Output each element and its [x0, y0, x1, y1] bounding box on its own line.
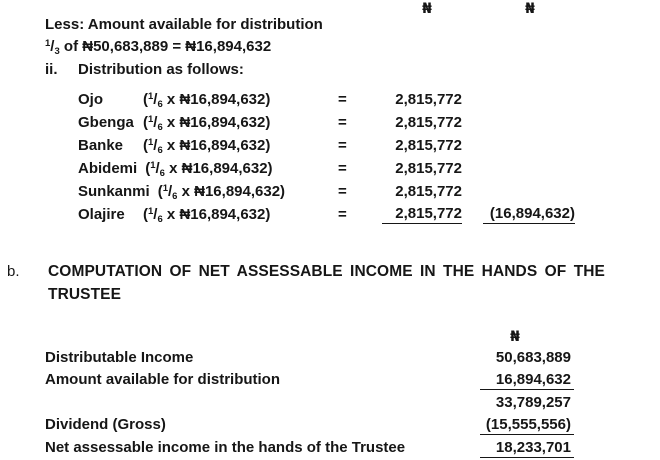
distribution-total-amount: (16,894,632)	[483, 203, 575, 224]
less-amount-available-line: Less: Amount available for distribution	[45, 16, 323, 33]
formula-numerator: 1	[148, 205, 154, 217]
beneficiary-name: Sunkanmi	[78, 183, 150, 200]
formula-denominator: 6	[172, 190, 178, 202]
statement-value-double-underlined: 18,233,701	[480, 437, 574, 460]
formula-slash: /	[153, 114, 158, 131]
share-formula	[143, 137, 270, 154]
statement-row	[45, 392, 615, 414]
formula-open-paren: (	[143, 137, 148, 154]
distribution-list	[78, 88, 638, 226]
beneficiary-name: Gbenga	[78, 114, 134, 131]
formula-rest: x ₦16,894,632)	[164, 160, 273, 177]
trustee-statement	[45, 347, 615, 459]
statement-row	[45, 347, 615, 369]
formula-rest: x ₦16,894,632)	[162, 206, 271, 223]
share-formula	[143, 91, 270, 108]
distribution-row-total	[78, 203, 638, 226]
share-amount: 2,815,772	[395, 114, 462, 131]
currency-naira-symbol-statement: ₦	[510, 329, 520, 345]
formula-slash: /	[153, 206, 158, 223]
one-third-calculation-line	[45, 37, 271, 59]
equals-sign: =	[338, 114, 347, 131]
formula-numerator: 1	[148, 90, 154, 102]
formula-denominator: 6	[159, 167, 165, 179]
statement-label: Dividend (Gross)	[45, 416, 166, 434]
item-ii-line	[45, 60, 445, 80]
share-amount: 2,815,772	[395, 137, 462, 154]
formula-open-paren: (	[157, 183, 163, 200]
statement-value: 33,789,257	[495, 393, 571, 411]
formula-rest: x ₦16,894,632)	[162, 91, 271, 108]
formula-open-paren: (	[145, 160, 151, 177]
distribution-row	[78, 157, 638, 180]
share-formula	[143, 114, 270, 131]
equals-sign: =	[338, 137, 347, 154]
formula-open-paren: (	[143, 91, 148, 108]
formula-slash: /	[155, 160, 160, 177]
beneficiary-name: Abidemi	[78, 160, 138, 177]
statement-label: Distributable Income	[45, 349, 194, 366]
formula-open-paren: (	[143, 114, 148, 131]
fraction-slash: /	[50, 38, 55, 55]
fraction-line-text: of ₦50,683,889 = ₦16,894,632	[59, 38, 272, 55]
formula-open-paren: (	[143, 206, 148, 223]
distribution-row	[78, 88, 638, 111]
formula-numerator: 1	[148, 136, 154, 148]
formula-denominator: 6	[157, 144, 163, 156]
statement-label: Amount available for distribution	[45, 371, 281, 389]
formula-slash: /	[167, 183, 173, 200]
equals-sign: =	[338, 183, 347, 200]
statement-value: 50,683,889	[495, 349, 571, 366]
formula-rest: x ₦16,894,632)	[177, 183, 286, 200]
equals-sign: =	[338, 160, 347, 177]
beneficiary-name: Olajire	[78, 206, 125, 223]
fraction-denominator: 3	[54, 45, 60, 57]
distribution-row	[78, 180, 638, 203]
fraction-numerator: 1	[45, 37, 51, 49]
statement-value-underlined: (15,555,556)	[480, 414, 574, 435]
formula-slash: /	[153, 137, 158, 154]
share-amount: 2,815,772	[395, 183, 462, 200]
share-formula	[143, 206, 270, 223]
formula-numerator: 1	[150, 159, 156, 171]
share-amount: 2,815,772	[395, 91, 462, 108]
distribution-row	[78, 134, 638, 157]
formula-denominator: 6	[157, 98, 163, 110]
statement-row	[45, 414, 615, 436]
formula-numerator: 1	[148, 113, 154, 125]
formula-rest: x ₦16,894,632)	[162, 114, 271, 131]
equals-sign: =	[338, 206, 347, 223]
section-b-heading-line1: COMPUTATION OF NET ASSESSABLE INCOME IN THE HANDS OF THE	[48, 263, 605, 280]
share-amount: 2,815,772	[395, 160, 462, 177]
section-b-heading-line2: TRUSTEE	[48, 286, 122, 303]
formula-denominator: 6	[157, 213, 163, 225]
formula-numerator: 1	[162, 182, 168, 194]
statement-row	[45, 369, 615, 391]
equals-sign: =	[338, 91, 347, 108]
distribution-title: Distribution as follows:	[78, 61, 244, 78]
currency-naira-symbol-col1: ₦	[422, 1, 432, 17]
beneficiary-name: Ojo	[78, 91, 103, 108]
statement-label: Net assessable income in the hands of the Trustee	[45, 438, 406, 456]
section-b-marker: b.	[7, 263, 20, 280]
formula-slash: /	[153, 91, 158, 108]
statement-row	[45, 437, 615, 459]
item-ii-marker: ii.	[45, 61, 58, 78]
beneficiary-name: Banke	[78, 137, 124, 154]
share-formula	[145, 160, 272, 177]
formula-denominator: 6	[157, 121, 163, 133]
statement-value-underlined: 16,894,632	[480, 369, 574, 390]
share-amount-underlined: 2,815,772	[382, 203, 462, 224]
formula-rest: x ₦16,894,632)	[162, 137, 271, 154]
share-formula	[158, 183, 285, 200]
section-b-heading	[48, 263, 605, 305]
distribution-row	[78, 111, 638, 134]
currency-naira-symbol-col2: ₦	[525, 1, 535, 17]
